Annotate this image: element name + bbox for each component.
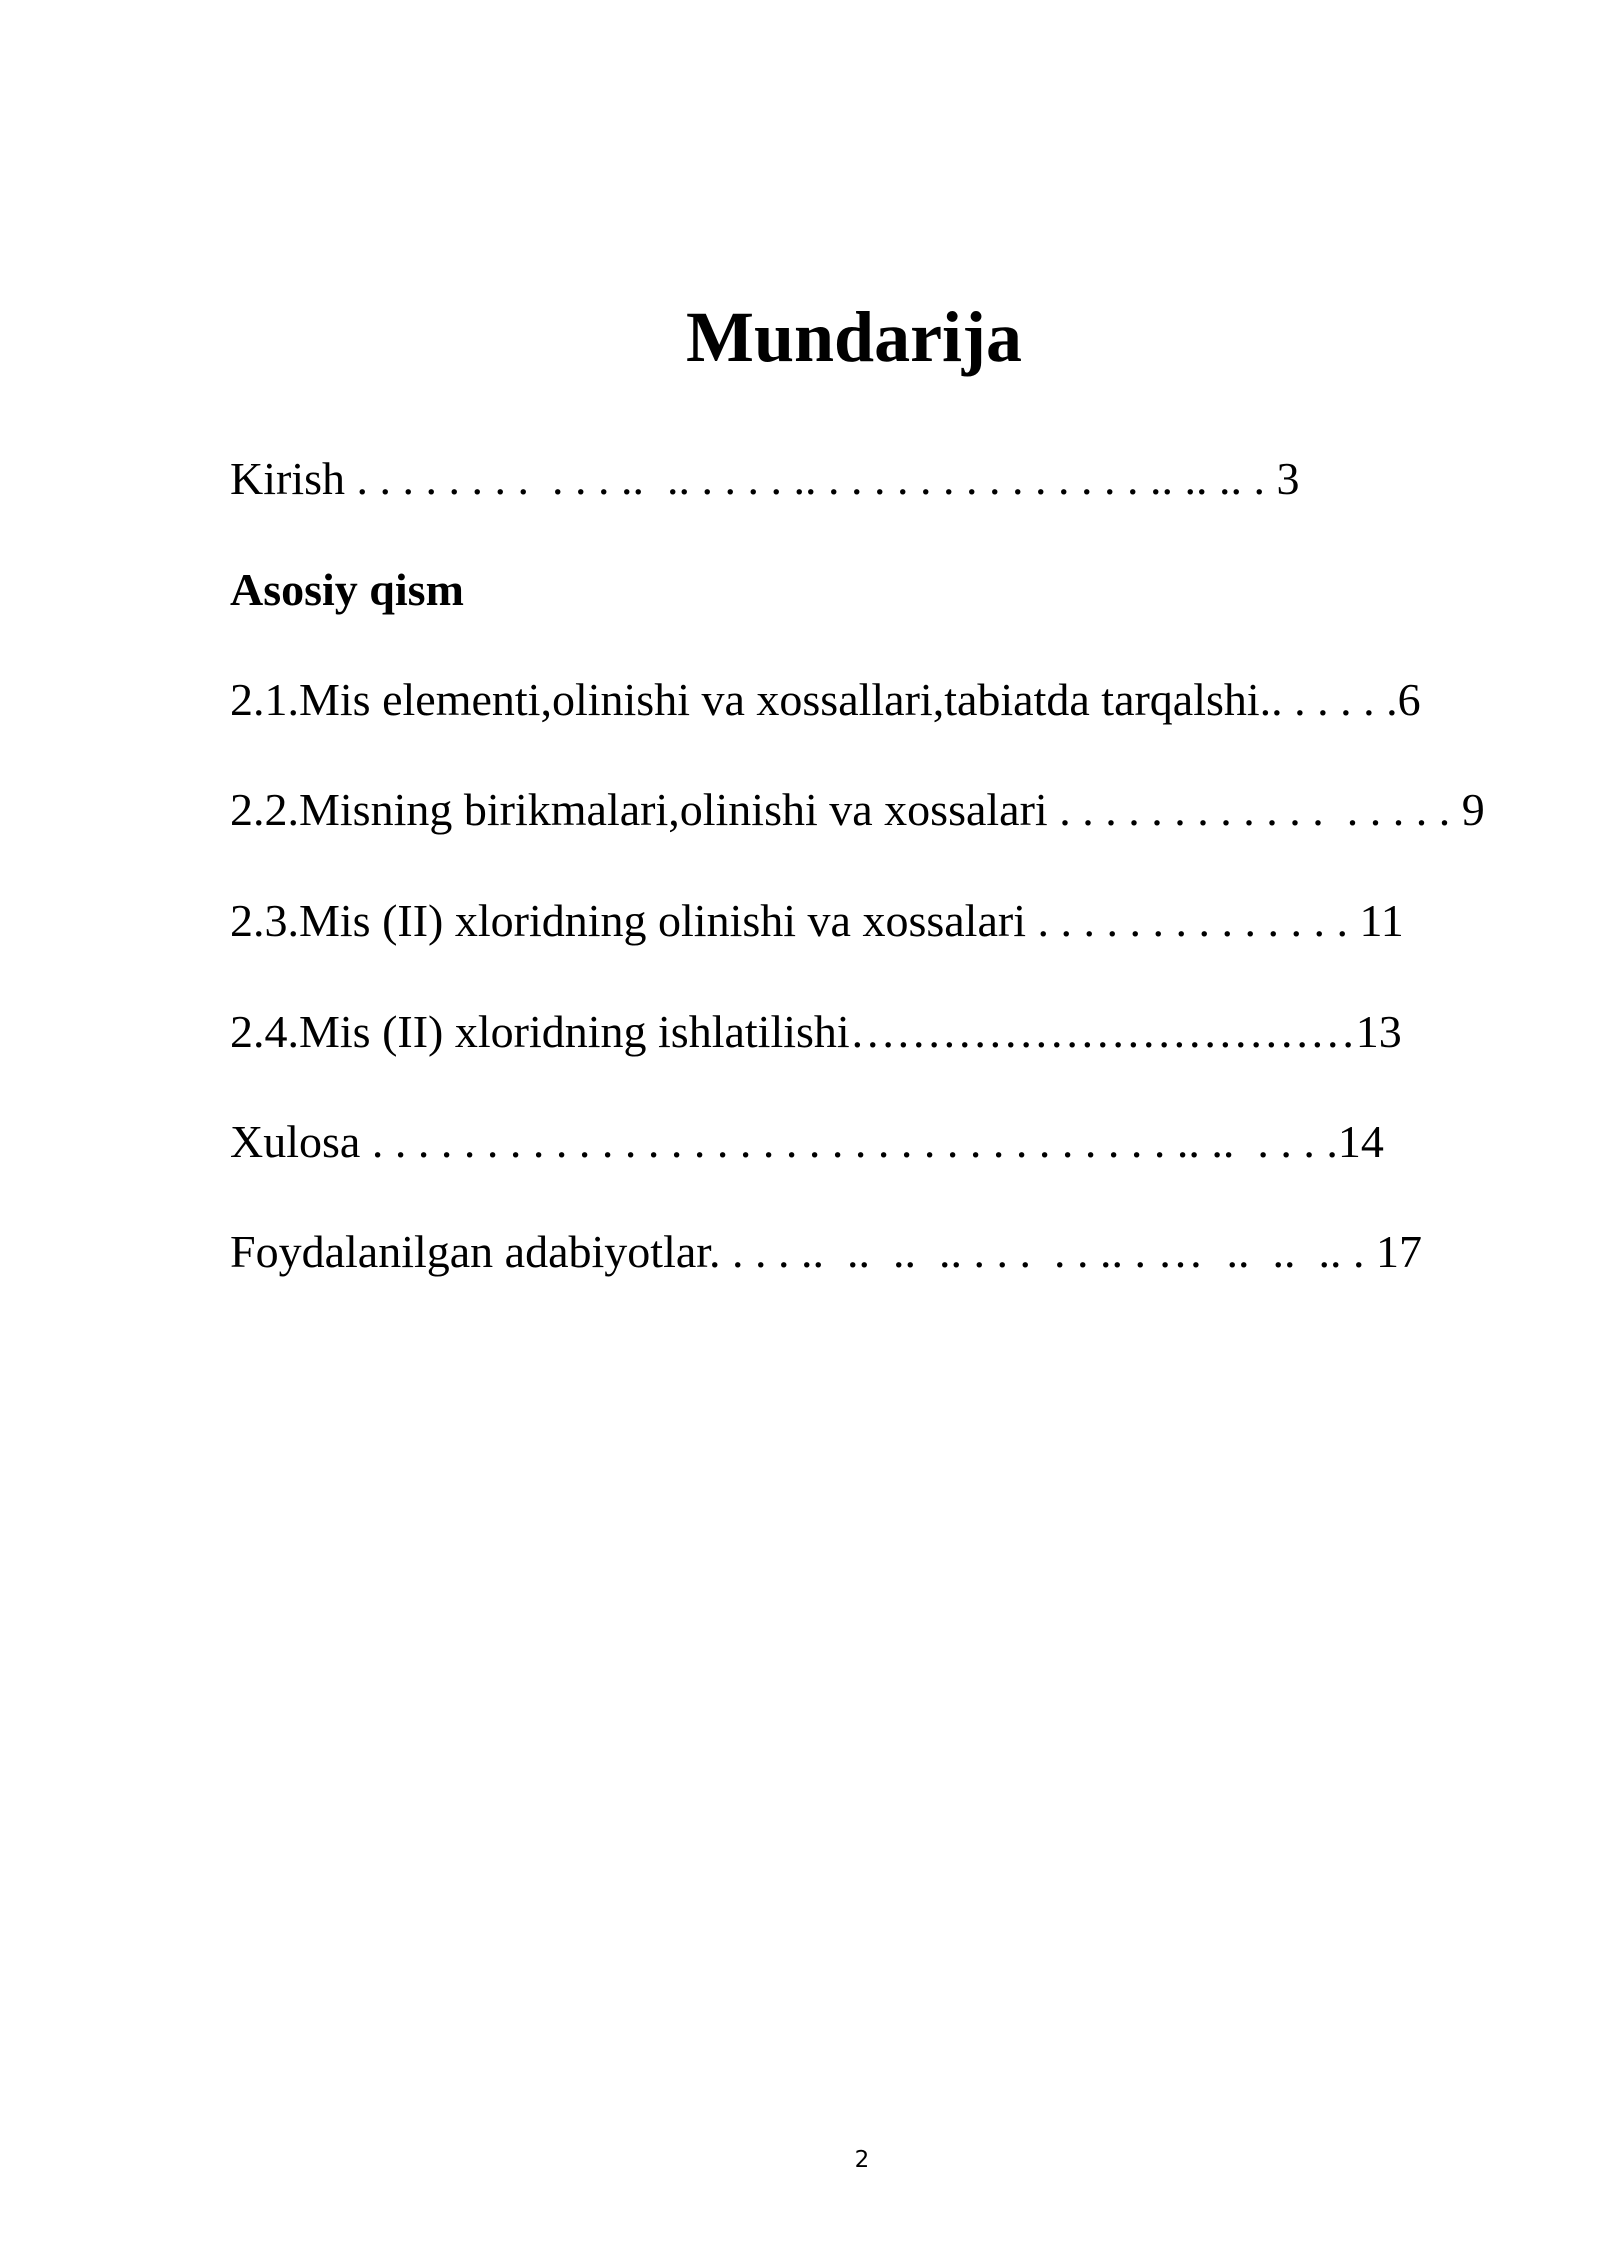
toc-entry-xulosa: Xulosa . . . . . . . . . . . . . . . . . . . . . . . . . . . . . . . . . . . .. .. . . . .14 [230, 1116, 1384, 1167]
toc-entry-foydalanilgan-adabiyotlar: Foydalanilgan adabiyotlar. . . . .. .. .. .. . . . . . .. . … .. .. .. . 17 [230, 1226, 1423, 1277]
toc-heading-asosiy-qism: Asosiy qism [230, 564, 464, 615]
toc-entry-2-1: 2.1.Mis elementi,olinishi va xossallari,tabiatda tarqalshi.. . . . . .6 [230, 674, 1421, 725]
toc-entry-2-4: 2.4.Mis (II) xloridning ishlatilishi……………………………13 [230, 1006, 1402, 1057]
page-number: 2 [854, 2147, 870, 2173]
toc-entry-kirish: Kirish . . . . . . . . . . . .. .. . . . . .. . . . . . . . . . . . . . . .. .. .. . 3 [230, 453, 1300, 504]
toc-entry-2-3: 2.3.Mis (II) xloridning olinishi va xossalari . . . . . . . . . . . . . . 11 [230, 895, 1404, 946]
page-title: Mundarija [685, 297, 1023, 377]
toc-entry-2-2: 2.2.Misning birikmalari,olinishi va xossalari . . . . . . . . . . . . . . . . . 9 [230, 784, 1485, 835]
